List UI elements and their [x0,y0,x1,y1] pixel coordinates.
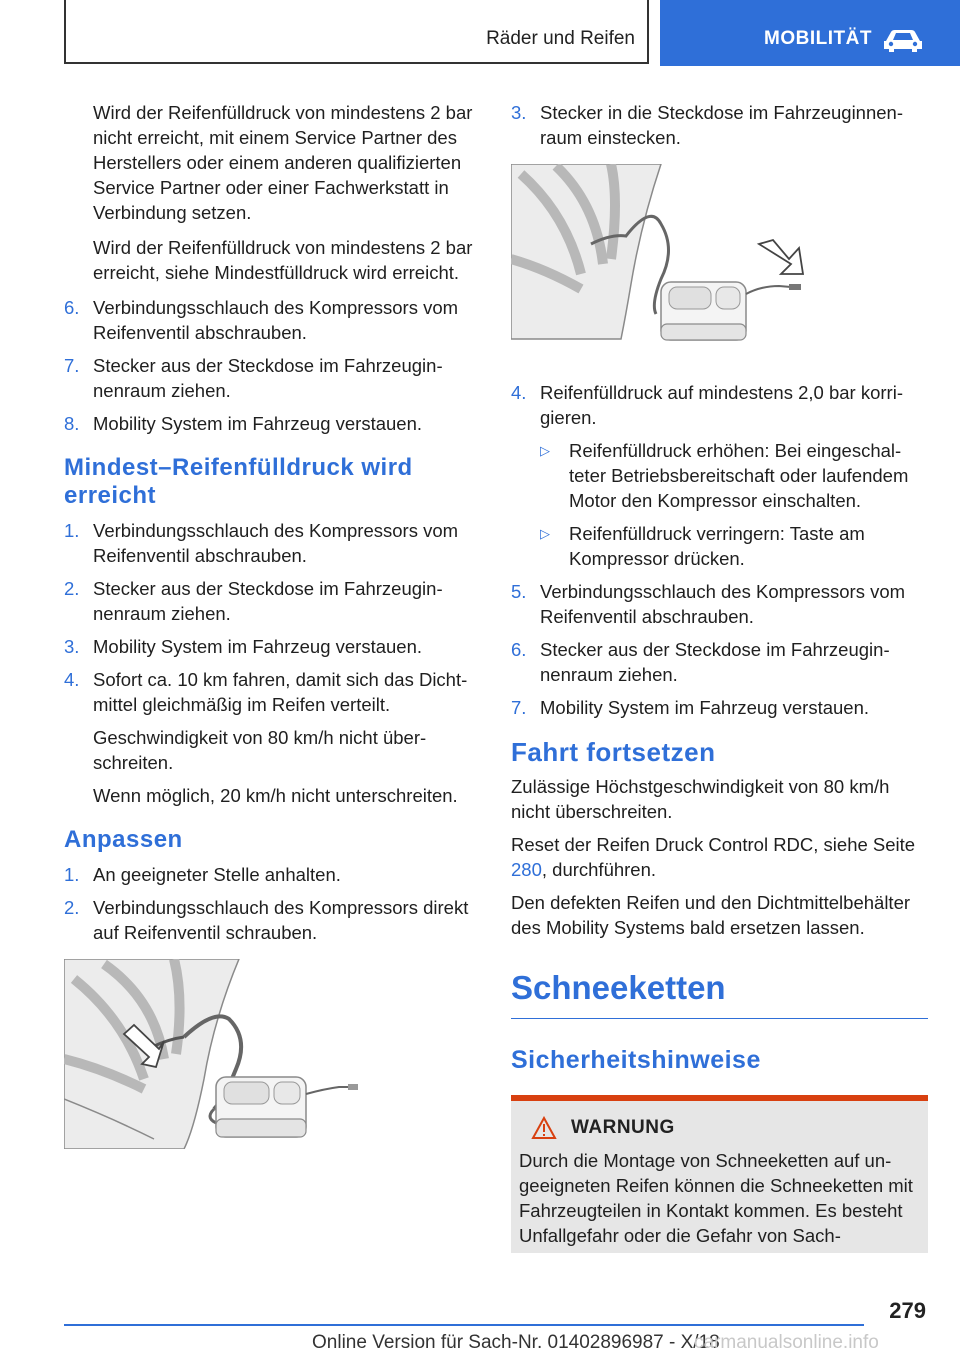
page-number: 279 [889,1298,926,1323]
step-text: An geeigneter Stelle anhalten. [93,864,341,885]
step-text: Sofort ca. 10 km fahren, damit sich das Dichtmittel gleichmäßig im Reifen verteilt. [93,669,468,715]
chapter-tab[interactable] [660,0,960,66]
footer-divider [64,1324,864,1326]
paragraph-text: Reset der Reifen Druck Control RDC, siehe Seite [511,834,916,855]
illustration-compressor-valve [64,959,478,1155]
step-text: Verbindungsschlauch des Kompressors vom Reifenventil abschrauben. [540,581,906,627]
paragraph [511,832,928,882]
step-number: 2. [64,897,80,918]
step-number: 4. [64,669,80,690]
chapter-label: MOBILITÄT [764,28,872,49]
triangle-bullet-icon: ▷ [540,443,550,458]
compressor-plug-illustration [511,164,811,354]
paragraph: Den defekten Reifen und den Dichtmittelbehälter des Mobility Systems bald ersetzen lassen. [511,892,911,938]
list-item [64,895,478,945]
section-heading-adjust: Anpassen [64,826,183,853]
bullet-item [540,438,928,513]
step-text: Reifenfülldruck auf mindestens 2,0 bar korrigieren. [540,382,903,428]
warning-box [511,1095,928,1253]
step-number: 3. [64,636,80,657]
list-item [64,667,478,808]
warning-triangle-icon [531,1116,557,1140]
step-number: 8. [64,413,80,434]
section-heading-safety: Sicherheitshinweise [511,1046,761,1074]
right-column [511,100,928,1253]
chapter-heading-snow-chains: Schneeketten [511,968,928,1019]
warning-title: WARNUNG [571,1117,675,1138]
page-link[interactable]: 280 [511,859,542,880]
step-number: 7. [64,355,80,376]
step-text: Verbindungsschlauch des Kompressors vom Reifenventil abschrauben. [93,520,459,566]
step-text: Verbindungsschlauch des Kompressors vom Reifenventil abschrauben. [93,297,459,343]
list-item [64,634,478,659]
step-note: Wenn möglich, 20 km/h nicht unterschreiten. [93,785,458,806]
step-number: 1. [64,864,80,885]
paragraph: Wird der Reifenfülldruck von mindestens 2 bar erreicht, siehe Mindestfülldruck wird erreicht. [93,237,473,283]
list-item [511,637,928,687]
step-text: Stecker aus der Steckdose im Fahrzeuginnenraum ziehen. [93,355,443,401]
step-text: Verbindungsschlauch des Kompressors direkt auf Reifenventil schrauben. [93,897,469,943]
step-number: 1. [64,520,80,541]
footer-version-text: Online Version für Sach-Nr. 01402896987 - X/18 [312,1332,720,1353]
step-number: 5. [511,581,527,602]
list-item [511,100,928,150]
step-number: 4. [511,382,527,403]
bullet-text: Reifenfülldruck verringern: Taste am Kompressor drücken. [569,523,865,569]
list-item [511,579,928,629]
bullet-text: Reifenfülldruck erhöhen: Bei eingeschalteter Betriebsbereitschaft oder laufendem Motor den Kompressor einschalten. [569,440,909,511]
bullet-item [540,521,928,571]
list-item [511,695,928,720]
step-body [540,380,928,571]
header-section-title: Räder und Reifen [486,28,635,49]
compressor-wheel-illustration [64,959,364,1149]
step-number: 6. [64,297,80,318]
step-number: 6. [511,639,527,660]
step-text: Mobility System im Fahrzeug verstauen. [93,636,423,657]
list-item [511,380,928,571]
step-number: 2. [64,578,80,599]
paragraph: Wird der Reifenfülldruck von mindestens 2 bar nicht erreicht, mit einem Service Partner des Herstellers oder einem anderen qualifizierten Service Partner oder einer Fachwerkstatt in Verbindung setzen. [93,102,473,223]
watermark: carmanualsonline.info [694,1332,879,1353]
list-item [64,862,478,887]
paragraph: Zulässige Höchstgeschwindigkeit von 80 km/h nicht überschreiten. [511,776,890,822]
step-text: Mobility System im Fahrzeug verstauen. [93,413,423,434]
step-text: Stecker aus der Steckdose im Fahrzeuginnenraum ziehen. [540,639,890,685]
triangle-bullet-icon: ▷ [540,526,550,541]
illustration-plug-socket [511,164,928,360]
warning-header [519,1115,920,1140]
list-item [64,576,478,626]
step-text: Stecker in die Steckdose im Fahrzeuginnenraum einstecken. [540,102,904,148]
list-item [64,295,478,345]
step-number: 7. [511,697,527,718]
step-text: Stecker aus der Steckdose im Fahrzeuginnenraum ziehen. [93,578,443,624]
list-item [64,411,478,436]
paragraph-text: , durchführen. [541,859,657,880]
left-column [64,100,478,1175]
step-body [93,667,478,808]
step-number: 3. [511,102,527,123]
step-text: Mobility System im Fahrzeug verstauen. [540,697,870,718]
step-note: Geschwindigkeit von 80 km/h nicht überschreiten. [93,727,427,773]
header-box [64,0,649,64]
car-icon [882,27,924,53]
section-heading-min-pressure: Mindest–Reifenfülldruck wird erreicht [64,454,413,509]
section-heading-continue: Fahrt fortsetzen [511,737,716,767]
list-item [64,353,478,403]
list-item [64,518,478,568]
warning-text: Durch die Montage von Schneeketten auf ungeeigneten Reifen können die Schneeketten mit Fahrzeugteilen in Kontakt kommen. Es besteht Unfallgefahr oder die Gefahr von Sach- [519,1150,913,1246]
